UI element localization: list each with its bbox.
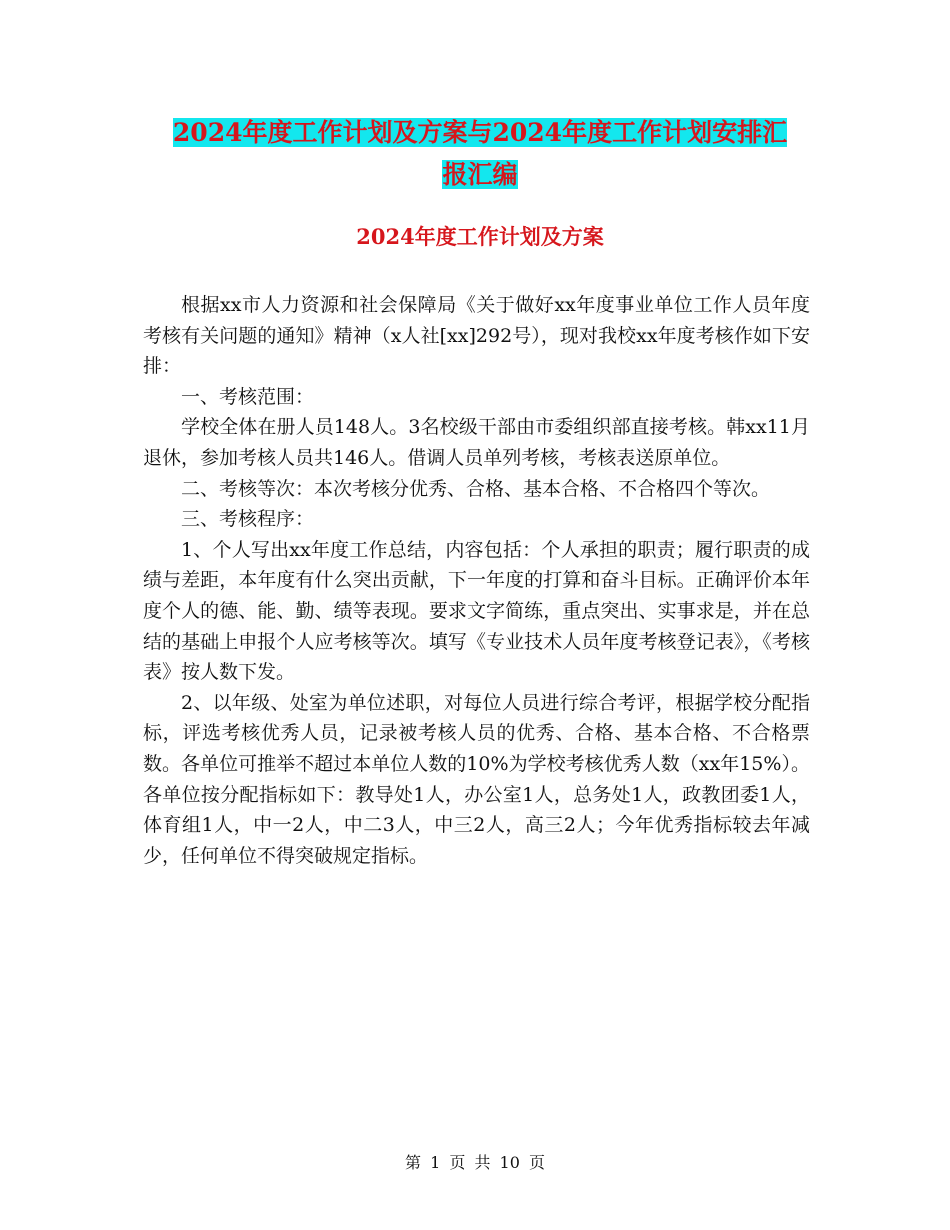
heading-procedure: 三、考核程序：: [181, 508, 315, 531]
paragraph-intro: 根据xx市人力资源和社会保障局《关于做好xx年度事业单位工作人员年度考核有关问题的通知》精神（x人社[xx]292号），现对我校xx年度考核作如下安排：: [143, 294, 810, 378]
document-title: [140, 112, 820, 196]
page-footer: 第 1 页 共 10 页: [405, 1153, 545, 1172]
paragraph-step-1: 1、个人写出xx年度工作总结，内容包括：个人承担的职责；履行职责的成绩与差距，本年度有什么突出贡献，下一年度的打算和奋斗目标。正确评价本年度个人的德、能、勤、绩等表现。要求文字简练，重点突出、实事求是，并在总结的基础上申报个人应考核等次。填写《专业技术人员年度考核登记表》，《考核表》按人数下发。: [143, 538, 810, 684]
paragraph-scope: 学校全体在册人员148人。3名校级干部由市委组织部直接考核。韩xx11月退休，参加考核人员共146人。借调人员单列考核，考核表送原单位。: [143, 416, 810, 469]
document-title-line-1: 2024年度工作计划及方案与2024年度工作计划安排汇: [172, 118, 788, 147]
paragraph-grades: 二、考核等次：本次考核分优秀、合格、基本合格、不合格四个等次。: [181, 477, 771, 500]
document-title-line-2: 报汇编: [442, 160, 518, 189]
section-title: 2024年度工作计划及方案: [356, 224, 604, 249]
document-body: [143, 290, 810, 871]
heading-scope: 一、考核范围：: [181, 385, 315, 408]
paragraph-step-2: 2、以年级、处室为单位述职，对每位人员进行综合考评，根据学校分配指标，评选考核优秀人员，记录被考核人员的优秀、合格、基本合格、不合格票数。各单位可推举不超过本单位人数的10%为学校考核优秀人数（xx年15%）。各单位按分配指标如下：教导处1人，办公室1人，总务处1人，政教团委1人，体育组1人，中一2人，中二3人，中三2人，高三2人；今年优秀指标较去年减少，任何单位不得突破规定指标。: [143, 691, 810, 867]
